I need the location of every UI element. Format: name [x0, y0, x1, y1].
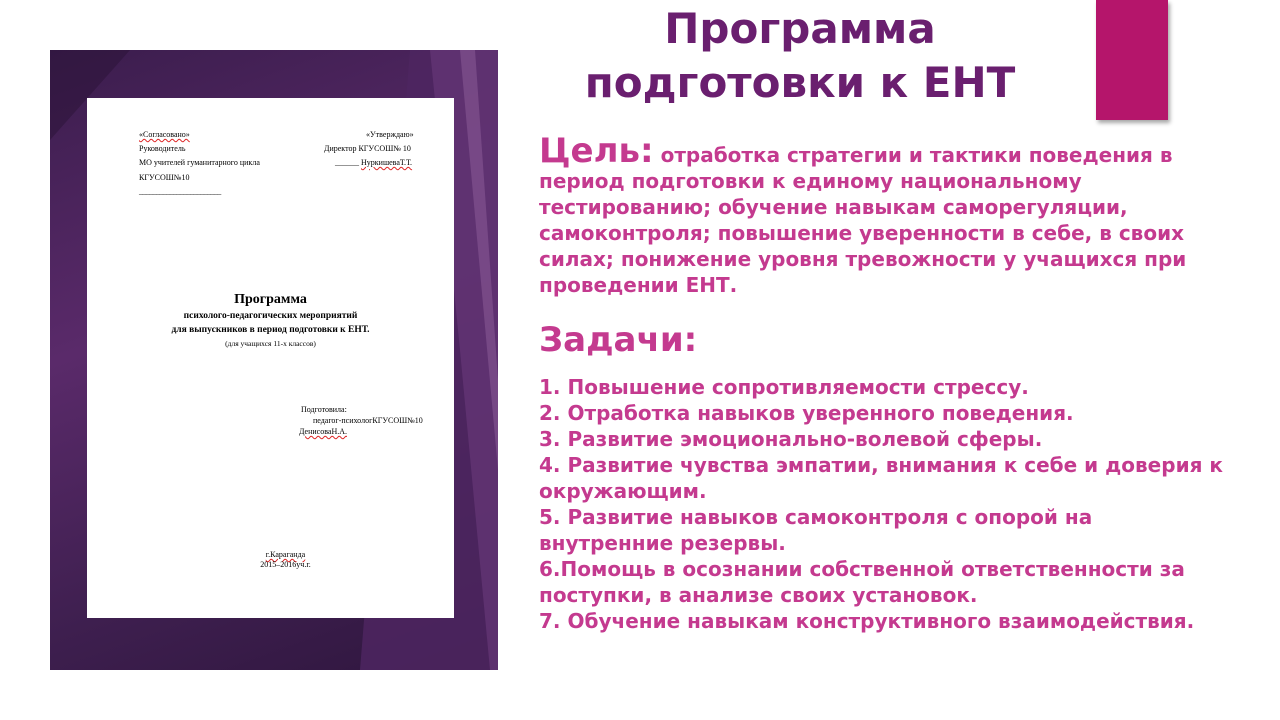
doc-year: 2015–2016уч.г. — [260, 560, 311, 569]
task-item: 1. Повышение сопротивляемости стрессу. — [539, 375, 1029, 399]
doc-director-name: НуркишеваТ.Т. — [361, 158, 413, 167]
doc-school: КГУСОШ№10 — [139, 173, 190, 182]
goal-text: отработка стратегии и тактики поведения в период подготовки к единому национальному тестированию; обучение навыкам саморегуляции, самоконтроля; повышение уверенности в себе, в своих силах; понижение уровня тревожности у учащихся при проведении ЕНТ. — [539, 143, 1187, 297]
task-item: 3. Развитие эмоционально-волевой сферы. — [539, 427, 1043, 451]
task-item: 4. Развитие чувства эмпатии, внимания к себе и доверия к окружающим. — [539, 453, 1223, 503]
doc-director: Директор КГУСОШ№ 10 — [324, 144, 411, 153]
task-item: 2. Отработка навыков уверенного поведения. — [539, 401, 1074, 425]
task-item: 7. Обучение навыкам конструктивного взаимодействия. — [539, 609, 1195, 633]
doc-sign-line: ________________________ — [139, 187, 221, 196]
doc-position: педагог-психологКГУСОШ№10 — [313, 416, 423, 425]
doc-prepared: Подготовила: — [301, 405, 347, 414]
document-page — [87, 98, 454, 618]
goal-paragraph — [539, 131, 1219, 298]
doc-agreed: «Согласовано» — [139, 130, 190, 139]
slide-title — [540, 2, 1060, 110]
doc-director-sign-line: ______ — [335, 158, 359, 167]
slide-title-line-1: Программа — [664, 4, 936, 53]
doc-director-sign — [335, 159, 412, 167]
doc-note: (для учащихся 11-х классов) — [225, 339, 316, 348]
doc-subtitle-1: психолого-педагогических мероприятий — [183, 311, 358, 321]
doc-mo: МО учителей гуманитарного цикла — [139, 158, 260, 167]
doc-subtitle-2: для выпускников в период подготовки к ЕНТ. — [171, 325, 370, 335]
task-item: 6.Помощь в осознании собственной ответственности за поступки, в анализе своих установок. — [539, 557, 1185, 607]
doc-head: Руководитель — [139, 144, 186, 153]
doc-title: Программа — [234, 292, 307, 307]
tasks-heading: Задачи: — [539, 320, 698, 360]
accent-block — [1096, 0, 1168, 120]
tasks-list — [539, 374, 1229, 634]
doc-approved: «Утверждаю» — [366, 130, 414, 139]
task-item: 5. Развитие навыков самоконтроля с опорой на внутренние резервы. — [539, 505, 1093, 555]
doc-author: ДенисоваН.А. — [299, 427, 347, 436]
doc-city: г.Караганда — [265, 550, 306, 559]
slide-title-line-2: подготовки к ЕНТ — [584, 58, 1016, 107]
goal-label: Цель: — [539, 131, 654, 171]
